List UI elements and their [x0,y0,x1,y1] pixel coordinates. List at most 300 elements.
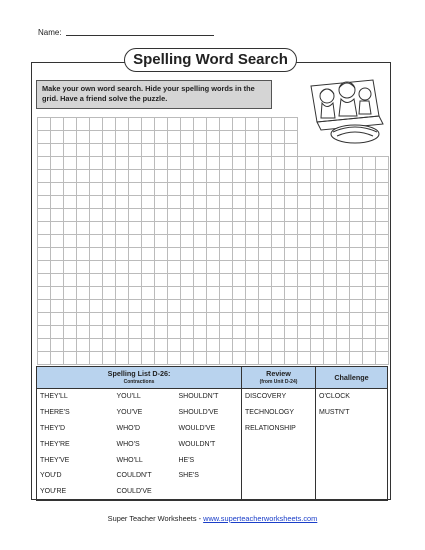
grid-cell[interactable] [77,352,90,365]
grid-cell[interactable] [376,209,389,222]
grid-cell[interactable] [103,170,116,183]
grid-cell[interactable] [376,183,389,196]
grid-cell[interactable] [220,144,233,157]
grid-cell[interactable] [194,235,207,248]
word-search-grid-extension[interactable] [297,156,389,365]
grid-cell[interactable] [64,352,77,365]
grid-cell[interactable] [285,131,298,144]
grid-cell[interactable] [64,326,77,339]
grid-cell[interactable] [168,170,181,183]
grid-cell[interactable] [259,144,272,157]
grid-cell[interactable] [350,248,363,261]
grid-cell[interactable] [168,352,181,365]
grid-cell[interactable] [337,222,350,235]
grid-cell[interactable] [207,209,220,222]
grid-cell[interactable] [324,196,337,209]
grid-cell[interactable] [129,248,142,261]
grid-cell[interactable] [51,274,64,287]
grid-cell[interactable] [90,326,103,339]
grid-cell[interactable] [64,274,77,287]
grid-cell[interactable] [246,157,259,170]
grid-cell[interactable] [337,287,350,300]
grid-cell[interactable] [246,235,259,248]
grid-cell[interactable] [38,248,51,261]
grid-cell[interactable] [38,339,51,352]
grid-cell[interactable] [324,352,337,365]
grid-cell[interactable] [207,131,220,144]
grid-cell[interactable] [155,235,168,248]
grid-cell[interactable] [337,235,350,248]
grid-cell[interactable] [207,274,220,287]
grid-cell[interactable] [259,222,272,235]
grid-cell[interactable] [259,209,272,222]
grid-cell[interactable] [233,209,246,222]
grid-cell[interactable] [220,300,233,313]
grid-cell[interactable] [142,339,155,352]
grid-cell[interactable] [194,118,207,131]
grid-cell[interactable] [181,300,194,313]
grid-cell[interactable] [77,131,90,144]
grid-cell[interactable] [168,274,181,287]
grid-cell[interactable] [376,339,389,352]
grid-cell[interactable] [233,183,246,196]
grid-cell[interactable] [350,274,363,287]
grid-cell[interactable] [233,144,246,157]
grid-cell[interactable] [350,300,363,313]
grid-cell[interactable] [207,287,220,300]
grid-cell[interactable] [168,248,181,261]
grid-cell[interactable] [246,261,259,274]
grid-cell[interactable] [220,248,233,261]
grid-cell[interactable] [298,248,311,261]
grid-cell[interactable] [116,287,129,300]
grid-cell[interactable] [337,183,350,196]
grid-cell[interactable] [233,248,246,261]
grid-cell[interactable] [155,287,168,300]
grid-cell[interactable] [129,209,142,222]
grid-cell[interactable] [90,170,103,183]
grid-cell[interactable] [103,313,116,326]
grid-cell[interactable] [324,248,337,261]
grid-cell[interactable] [142,144,155,157]
grid-cell[interactable] [246,209,259,222]
grid-cell[interactable] [38,274,51,287]
grid-cell[interactable] [298,300,311,313]
grid-cell[interactable] [129,235,142,248]
grid-cell[interactable] [363,248,376,261]
grid-cell[interactable] [77,157,90,170]
grid-cell[interactable] [77,274,90,287]
grid-cell[interactable] [90,300,103,313]
grid-cell[interactable] [272,209,285,222]
grid-cell[interactable] [77,183,90,196]
grid-cell[interactable] [51,196,64,209]
grid-cell[interactable] [350,222,363,235]
grid-cell[interactable] [77,209,90,222]
grid-cell[interactable] [207,222,220,235]
grid-cell[interactable] [38,326,51,339]
grid-cell[interactable] [103,118,116,131]
grid-cell[interactable] [337,196,350,209]
grid-cell[interactable] [181,196,194,209]
grid-cell[interactable] [220,274,233,287]
grid-cell[interactable] [376,313,389,326]
grid-cell[interactable] [38,209,51,222]
grid-cell[interactable] [194,326,207,339]
grid-cell[interactable] [246,170,259,183]
grid-cell[interactable] [142,131,155,144]
grid-cell[interactable] [51,209,64,222]
grid-cell[interactable] [298,222,311,235]
grid-cell[interactable] [51,131,64,144]
grid-cell[interactable] [129,131,142,144]
grid-cell[interactable] [51,339,64,352]
grid-cell[interactable] [376,248,389,261]
grid-cell[interactable] [38,170,51,183]
grid-cell[interactable] [324,287,337,300]
grid-cell[interactable] [311,300,324,313]
grid-cell[interactable] [246,196,259,209]
grid-cell[interactable] [116,326,129,339]
grid-cell[interactable] [181,144,194,157]
grid-cell[interactable] [259,157,272,170]
grid-cell[interactable] [194,339,207,352]
grid-cell[interactable] [103,274,116,287]
grid-cell[interactable] [155,157,168,170]
grid-cell[interactable] [90,183,103,196]
grid-cell[interactable] [51,183,64,196]
grid-cell[interactable] [207,248,220,261]
grid-cell[interactable] [259,183,272,196]
grid-cell[interactable] [168,209,181,222]
grid-cell[interactable] [311,352,324,365]
grid-cell[interactable] [376,157,389,170]
grid-cell[interactable] [142,235,155,248]
grid-cell[interactable] [116,131,129,144]
grid-cell[interactable] [298,183,311,196]
grid-cell[interactable] [129,196,142,209]
grid-cell[interactable] [207,196,220,209]
grid-cell[interactable] [168,339,181,352]
grid-cell[interactable] [38,196,51,209]
grid-cell[interactable] [194,274,207,287]
grid-cell[interactable] [77,261,90,274]
grid-cell[interactable] [272,352,285,365]
grid-cell[interactable] [220,313,233,326]
grid-cell[interactable] [246,287,259,300]
grid-cell[interactable] [116,352,129,365]
grid-cell[interactable] [376,287,389,300]
grid-cell[interactable] [64,248,77,261]
grid-cell[interactable] [311,339,324,352]
grid-cell[interactable] [259,352,272,365]
grid-cell[interactable] [350,352,363,365]
grid-cell[interactable] [259,235,272,248]
grid-cell[interactable] [363,235,376,248]
grid-cell[interactable] [77,222,90,235]
grid-cell[interactable] [155,352,168,365]
grid-cell[interactable] [207,183,220,196]
grid-cell[interactable] [129,118,142,131]
grid-cell[interactable] [233,118,246,131]
grid-cell[interactable] [155,326,168,339]
grid-cell[interactable] [168,235,181,248]
grid-cell[interactable] [116,170,129,183]
grid-cell[interactable] [207,300,220,313]
grid-cell[interactable] [220,183,233,196]
grid-cell[interactable] [246,144,259,157]
grid-cell[interactable] [194,209,207,222]
grid-cell[interactable] [155,144,168,157]
grid-cell[interactable] [64,339,77,352]
grid-cell[interactable] [51,313,64,326]
grid-cell[interactable] [259,313,272,326]
grid-cell[interactable] [142,157,155,170]
grid-cell[interactable] [129,300,142,313]
grid-cell[interactable] [233,274,246,287]
grid-cell[interactable] [103,157,116,170]
word-search-grid[interactable] [37,117,298,365]
grid-cell[interactable] [259,274,272,287]
grid-cell[interactable] [272,222,285,235]
grid-cell[interactable] [233,157,246,170]
grid-cell[interactable] [324,183,337,196]
grid-cell[interactable] [142,209,155,222]
grid-cell[interactable] [51,118,64,131]
grid-cell[interactable] [168,144,181,157]
grid-cell[interactable] [311,222,324,235]
grid-cell[interactable] [311,196,324,209]
grid-cell[interactable] [233,352,246,365]
grid-cell[interactable] [363,222,376,235]
grid-cell[interactable] [311,157,324,170]
grid-cell[interactable] [337,274,350,287]
grid-cell[interactable] [233,170,246,183]
grid-cell[interactable] [103,196,116,209]
grid-cell[interactable] [38,222,51,235]
grid-cell[interactable] [103,183,116,196]
grid-cell[interactable] [181,131,194,144]
grid-cell[interactable] [246,118,259,131]
grid-cell[interactable] [103,144,116,157]
grid-cell[interactable] [64,196,77,209]
grid-cell[interactable] [337,339,350,352]
grid-cell[interactable] [298,235,311,248]
grid-cell[interactable] [324,209,337,222]
grid-cell[interactable] [90,313,103,326]
grid-cell[interactable] [51,157,64,170]
grid-cell[interactable] [233,222,246,235]
grid-cell[interactable] [168,313,181,326]
grid-cell[interactable] [285,118,298,131]
grid-cell[interactable] [246,352,259,365]
grid-cell[interactable] [194,131,207,144]
grid-cell[interactable] [376,222,389,235]
grid-cell[interactable] [337,352,350,365]
grid-cell[interactable] [116,183,129,196]
grid-cell[interactable] [155,209,168,222]
grid-cell[interactable] [38,352,51,365]
grid-cell[interactable] [155,274,168,287]
grid-cell[interactable] [220,352,233,365]
grid-cell[interactable] [64,313,77,326]
grid-cell[interactable] [64,261,77,274]
grid-cell[interactable] [142,274,155,287]
grid-cell[interactable] [90,352,103,365]
grid-cell[interactable] [194,222,207,235]
grid-cell[interactable] [233,196,246,209]
grid-cell[interactable] [363,326,376,339]
grid-cell[interactable] [90,287,103,300]
grid-cell[interactable] [324,326,337,339]
grid-cell[interactable] [129,170,142,183]
grid-cell[interactable] [38,235,51,248]
grid-cell[interactable] [350,326,363,339]
grid-cell[interactable] [64,157,77,170]
grid-cell[interactable] [272,287,285,300]
grid-cell[interactable] [181,352,194,365]
grid-cell[interactable] [90,274,103,287]
grid-cell[interactable] [51,222,64,235]
grid-cell[interactable] [90,209,103,222]
grid-cell[interactable] [155,261,168,274]
grid-cell[interactable] [324,274,337,287]
grid-cell[interactable] [272,157,285,170]
grid-cell[interactable] [220,235,233,248]
grid-cell[interactable] [181,326,194,339]
grid-cell[interactable] [77,118,90,131]
grid-cell[interactable] [181,261,194,274]
grid-cell[interactable] [376,235,389,248]
grid-cell[interactable] [64,118,77,131]
grid-cell[interactable] [129,326,142,339]
grid-cell[interactable] [129,144,142,157]
grid-cell[interactable] [207,170,220,183]
grid-cell[interactable] [246,300,259,313]
grid-cell[interactable] [194,300,207,313]
grid-cell[interactable] [311,287,324,300]
grid-cell[interactable] [272,183,285,196]
grid-cell[interactable] [90,131,103,144]
grid-cell[interactable] [350,261,363,274]
grid-cell[interactable] [168,157,181,170]
grid-cell[interactable] [363,300,376,313]
grid-cell[interactable] [363,313,376,326]
grid-cell[interactable] [259,131,272,144]
grid-cell[interactable] [181,287,194,300]
grid-cell[interactable] [363,157,376,170]
grid-cell[interactable] [337,313,350,326]
grid-cell[interactable] [194,170,207,183]
grid-cell[interactable] [181,183,194,196]
grid-cell[interactable] [272,170,285,183]
grid-cell[interactable] [207,118,220,131]
grid-cell[interactable] [155,118,168,131]
grid-cell[interactable] [168,287,181,300]
grid-cell[interactable] [246,183,259,196]
grid-cell[interactable] [77,170,90,183]
grid-cell[interactable] [220,287,233,300]
grid-cell[interactable] [220,261,233,274]
grid-cell[interactable] [350,183,363,196]
grid-cell[interactable] [142,118,155,131]
grid-cell[interactable] [311,274,324,287]
grid-cell[interactable] [129,157,142,170]
grid-cell[interactable] [311,209,324,222]
grid-cell[interactable] [311,183,324,196]
grid-cell[interactable] [376,196,389,209]
grid-cell[interactable] [116,196,129,209]
grid-cell[interactable] [168,196,181,209]
grid-cell[interactable] [194,157,207,170]
grid-cell[interactable] [298,287,311,300]
grid-cell[interactable] [103,131,116,144]
grid-cell[interactable] [38,287,51,300]
grid-cell[interactable] [363,196,376,209]
grid-cell[interactable] [64,287,77,300]
grid-cell[interactable] [129,352,142,365]
grid-cell[interactable] [129,183,142,196]
grid-cell[interactable] [51,287,64,300]
grid-cell[interactable] [181,339,194,352]
grid-cell[interactable] [103,287,116,300]
grid-cell[interactable] [103,222,116,235]
grid-cell[interactable] [142,183,155,196]
grid-cell[interactable] [363,183,376,196]
grid-cell[interactable] [77,326,90,339]
grid-cell[interactable] [77,144,90,157]
grid-cell[interactable] [51,261,64,274]
grid-cell[interactable] [272,313,285,326]
grid-cell[interactable] [337,261,350,274]
grid-cell[interactable] [64,300,77,313]
grid-cell[interactable] [220,118,233,131]
grid-cell[interactable] [272,300,285,313]
grid-cell[interactable] [116,261,129,274]
grid-cell[interactable] [168,326,181,339]
grid-cell[interactable] [142,352,155,365]
grid-cell[interactable] [350,339,363,352]
grid-cell[interactable] [103,209,116,222]
grid-cell[interactable] [142,222,155,235]
grid-cell[interactable] [272,261,285,274]
grid-cell[interactable] [38,118,51,131]
grid-cell[interactable] [259,196,272,209]
grid-cell[interactable] [376,326,389,339]
grid-cell[interactable] [324,170,337,183]
grid-cell[interactable] [324,261,337,274]
grid-cell[interactable] [298,170,311,183]
grid-cell[interactable] [207,339,220,352]
grid-cell[interactable] [116,144,129,157]
grid-cell[interactable] [324,313,337,326]
grid-cell[interactable] [38,144,51,157]
grid-cell[interactable] [350,235,363,248]
grid-cell[interactable] [155,196,168,209]
grid-cell[interactable] [90,157,103,170]
grid-cell[interactable] [259,118,272,131]
grid-cell[interactable] [142,170,155,183]
grid-cell[interactable] [272,144,285,157]
grid-cell[interactable] [51,326,64,339]
grid-cell[interactable] [246,131,259,144]
grid-cell[interactable] [181,170,194,183]
grid-cell[interactable] [363,261,376,274]
grid-cell[interactable] [272,118,285,131]
grid-cell[interactable] [233,313,246,326]
grid-cell[interactable] [194,313,207,326]
grid-cell[interactable] [129,339,142,352]
